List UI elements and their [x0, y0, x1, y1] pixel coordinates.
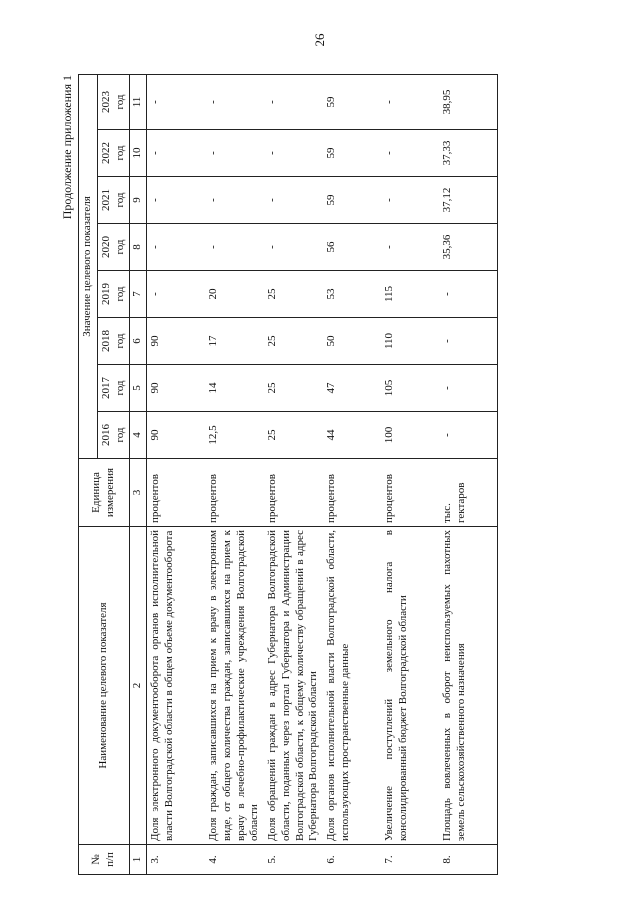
header-num: № п/п — [79, 845, 130, 875]
indicator-name: Доля граждан, записавшихся на прием к врачу в электронном виде, от общего количества граждан, записавшихся на прием к врачу в лечебно-профилактические учреждения Волгоградской области — [205, 527, 264, 845]
row-number: 5. — [264, 845, 323, 875]
value-cell: 25 — [264, 365, 323, 412]
table-row — [205, 74, 264, 874]
value-cell: - — [381, 177, 439, 224]
value-cell: - — [147, 224, 206, 271]
value-cell: 44 — [323, 412, 381, 459]
value-cell: 20 — [205, 271, 264, 318]
value-cell: 37,33 — [439, 130, 498, 177]
continuation-label: Продолжение приложения 1 — [60, 75, 74, 220]
value-cell: 35,36 — [439, 224, 498, 271]
value-cell: - — [439, 412, 498, 459]
column-number: 10 — [130, 130, 147, 177]
value-cell: 25 — [264, 318, 323, 365]
value-cell: 110 — [381, 318, 439, 365]
table-row — [264, 74, 323, 874]
row-number: 8. — [439, 845, 498, 875]
value-cell: 90 — [147, 412, 206, 459]
value-cell: 59 — [323, 130, 381, 177]
value-cell: 59 — [323, 177, 381, 224]
unit-cell: процентов — [205, 459, 264, 527]
unit-cell: процентов — [381, 459, 439, 527]
row-number: 7. — [381, 845, 439, 875]
value-cell: 47 — [323, 365, 381, 412]
header-year: 2020 год — [97, 224, 130, 271]
value-cell: 25 — [264, 271, 323, 318]
header-year: 2023 год — [97, 74, 130, 129]
column-number: 11 — [130, 74, 147, 129]
value-cell: - — [381, 224, 439, 271]
indicators-table — [78, 74, 498, 875]
table-row — [381, 74, 439, 874]
indicator-name: Доля электронного документооборота органов исполнительной власти Волгоградской области в общем объеме документооборота — [147, 527, 206, 845]
value-cell: 90 — [147, 318, 206, 365]
value-cell: 17 — [205, 318, 264, 365]
value-cell: 12,5 — [205, 412, 264, 459]
value-cell: - — [439, 365, 498, 412]
value-cell: 115 — [381, 271, 439, 318]
value-cell: - — [147, 130, 206, 177]
unit-cell: тыс. гектаров — [439, 459, 498, 527]
column-number: 5 — [130, 365, 147, 412]
column-number: 1 — [130, 845, 147, 875]
column-number: 3 — [130, 459, 147, 527]
value-cell: 37,12 — [439, 177, 498, 224]
value-cell: - — [264, 177, 323, 224]
value-cell: 53 — [323, 271, 381, 318]
header-year: 2022 год — [97, 130, 130, 177]
value-cell: 105 — [381, 365, 439, 412]
value-cell: - — [205, 177, 264, 224]
column-number: 8 — [130, 224, 147, 271]
value-cell: 90 — [147, 365, 206, 412]
unit-cell: процентов — [264, 459, 323, 527]
column-number: 6 — [130, 318, 147, 365]
value-cell: - — [439, 318, 498, 365]
indicator-name: Увеличение поступлений земельного налога в консолидированный бюджет Волгоградской области — [381, 527, 439, 845]
row-number: 6. — [323, 845, 381, 875]
indicator-name: Доля обращений граждан в адрес Губернатора Волгоградской области, поданных через портал Губернатора и Администрации Волгоградской области, к общему количеству обращений в адрес Губернатора Волгоградской области — [264, 527, 323, 845]
value-cell: - — [264, 74, 323, 129]
table-row — [147, 74, 206, 874]
value-cell: - — [264, 130, 323, 177]
value-cell: - — [147, 271, 206, 318]
value-cell: - — [264, 224, 323, 271]
page-number: 26 — [312, 33, 327, 47]
value-cell: 56 — [323, 224, 381, 271]
value-cell: 25 — [264, 412, 323, 459]
rotated-page-content — [60, 65, 620, 885]
indicator-name: Площадь вовлеченных в оборот неиспользуемых пахотных земель сельскохозяйственного назначения — [439, 527, 498, 845]
header-year: 2021 год — [97, 177, 130, 224]
column-number: 4 — [130, 412, 147, 459]
value-cell: - — [439, 271, 498, 318]
column-numbers-row — [130, 74, 147, 874]
header-unit: Единица измерения — [79, 459, 130, 527]
header-value-group: Значение целевого показателя — [79, 74, 98, 458]
column-number: 9 — [130, 177, 147, 224]
table-row — [323, 74, 381, 874]
value-cell: - — [205, 224, 264, 271]
indicator-name: Доля органов исполнительной власти Волгоградской области, использующих пространственные данные — [323, 527, 381, 845]
header-name: Наименование целевого показателя — [79, 527, 130, 845]
value-cell: - — [147, 177, 206, 224]
unit-cell: процентов — [323, 459, 381, 527]
value-cell: - — [381, 74, 439, 129]
value-cell: - — [205, 74, 264, 129]
row-number: 3. — [147, 845, 206, 875]
value-cell: - — [147, 74, 206, 129]
value-cell: - — [381, 130, 439, 177]
value-cell: - — [205, 130, 264, 177]
row-number: 4. — [205, 845, 264, 875]
column-number: 7 — [130, 271, 147, 318]
value-cell: 14 — [205, 365, 264, 412]
value-cell: 100 — [381, 412, 439, 459]
column-number: 2 — [130, 527, 147, 845]
header-year: 2018 год — [97, 318, 130, 365]
unit-cell: процентов — [147, 459, 206, 527]
header-year: 2016 год — [97, 412, 130, 459]
value-cell: 59 — [323, 74, 381, 129]
value-cell: 38,95 — [439, 74, 498, 129]
value-cell: 50 — [323, 318, 381, 365]
header-year: 2017 год — [97, 365, 130, 412]
header-year: 2019 год — [97, 271, 130, 318]
table-row — [439, 74, 498, 874]
